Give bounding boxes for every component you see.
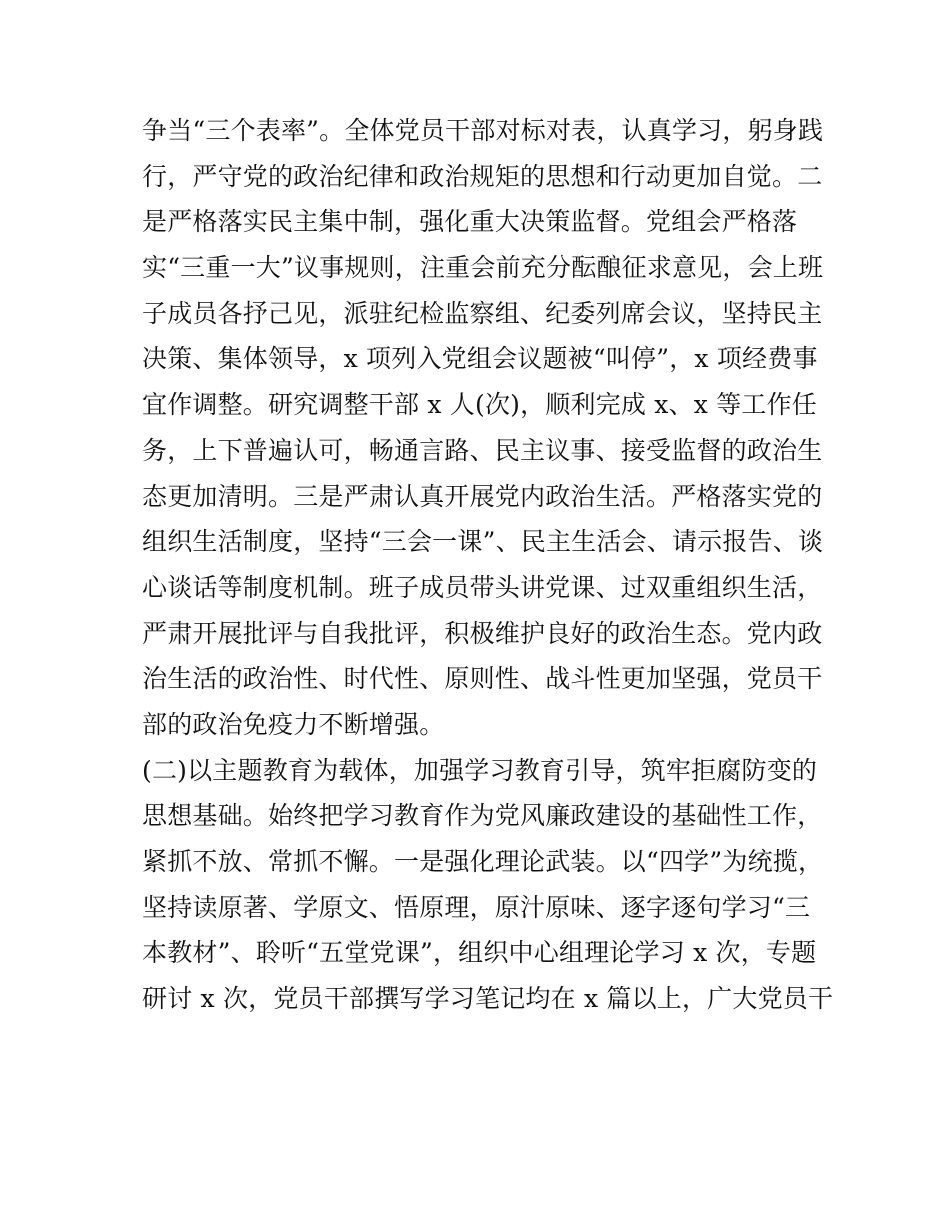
text-line: 态更加清明。三是严肃认真开展党内政治生活。严格落实党的 <box>142 481 823 511</box>
text-line: 决策、集体领导，x 项列入党组会议题被“叫停”，x 项经费事 <box>142 344 818 374</box>
text-line: 争当“三个表率”。全体党员干部对标对表，认真学习，躬身践 <box>142 116 824 145</box>
text-line: 思想基础。始终把学习教育作为党风廉政建设的基础性工作， <box>142 801 823 831</box>
text-line: 组织生活制度，坚持“三会一课”、民主生活会、请示报告、谈 <box>142 527 824 557</box>
body-text <box>142 108 834 1022</box>
text-line: 心谈话等制度机制。班子成员带头讲党课、过双重组织生活， <box>142 572 823 602</box>
text-line: 行，严守党的政治纪律和政治规矩的思想和行动更加自觉。二 <box>142 161 823 191</box>
section-heading-line: (二)以主题教育为载体，加强学习教育引导，筑牢拒腐防变的 <box>142 755 818 785</box>
text-line: 部的政治免疫力不断增强。 <box>142 709 445 739</box>
text-line: 严肃开展批评与自我批评，积极维护良好的政治生态。党内政 <box>142 618 823 648</box>
text-line: 紧抓不放、常抓不懈。一是强化理论武装。以“四学”为统揽， <box>142 847 824 876</box>
text-line: 本教材”、聆听“五堂党课”，组织中心组理论学习 x 次，专题 <box>142 938 817 968</box>
text-line: 坚持读原著、学原文、悟原理，原汁原味、逐字逐句学习“三 <box>142 892 811 922</box>
text-line: 是严格落实民主集中制，强化重大决策监督。党组会严格落 <box>142 207 798 237</box>
text-line: 务，上下普遍认可，畅通言路、民主议事、接受监督的政治生 <box>142 435 823 465</box>
text-line: 研讨 x 次，党员干部撰写学习笔记均在 x 篇以上，广大党员干 <box>142 984 834 1014</box>
text-line: 宜作调整。研究调整干部 x 人(次)，顺利完成 x、x 等工作任 <box>142 390 817 420</box>
text-line: 实“三重一大”议事规则，注重会前充分酝酿征求意见，会上班 <box>142 253 824 283</box>
text-line: 子成员各抒己见，派驻纪检监察组、纪委列席会议，坚持民主 <box>142 298 823 328</box>
text-line: 治生活的政治性、时代性、原则性、战斗性更加坚强，党员干 <box>142 664 823 694</box>
